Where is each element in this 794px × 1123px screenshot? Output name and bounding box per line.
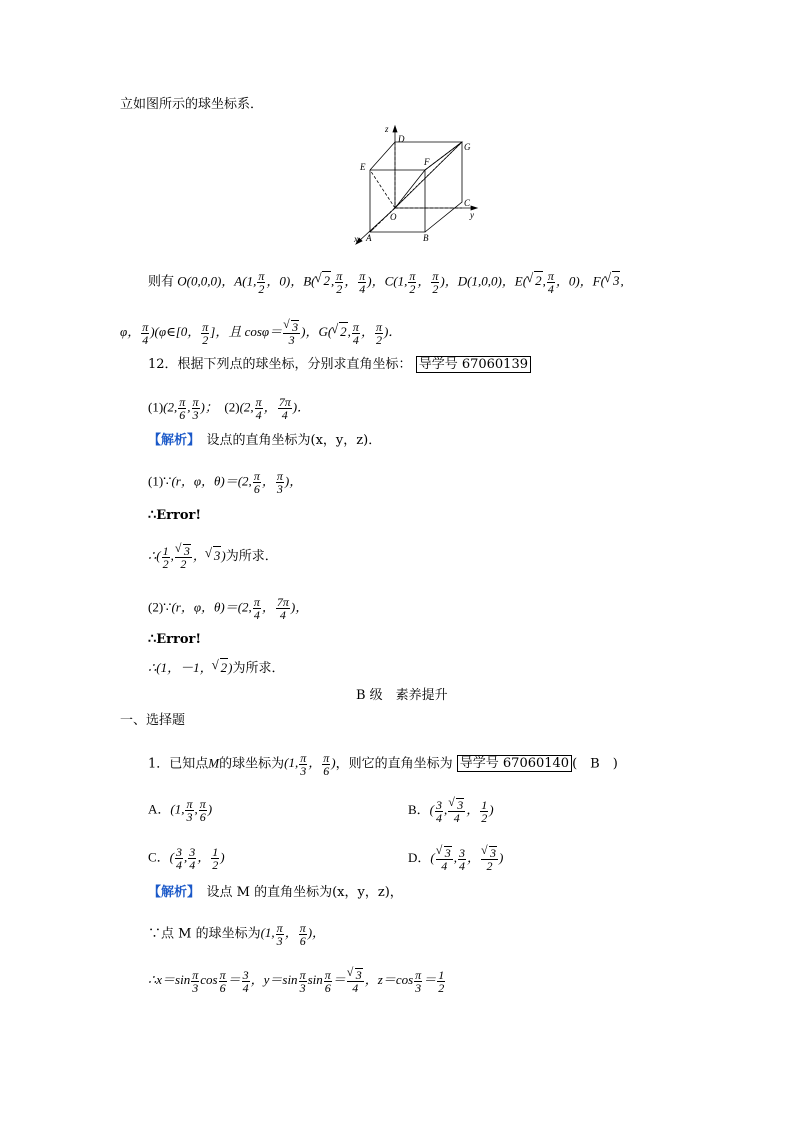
option-d: D．( √ $\frac{3}{4}$ , $\frac{3}{4}$ ， √ $\frac{3}{2}$ ) bbox=[408, 846, 503, 872]
sol-answer-1: ∴( $\frac{1}{2}$ , √ $\frac{3}{2}$ ，√ 3)为所求． bbox=[148, 544, 278, 570]
label-A: A bbox=[366, 233, 372, 243]
cube-figure bbox=[350, 120, 490, 250]
label-G: G bbox=[464, 142, 471, 152]
result-line-2: φ， $\frac{\pi}{4}$ )(φ∈[0， $\frac{\pi}{2}$ ]，且 cosφ＝ √ $\frac{3}{3}$ )，G(√ 2, $\frac{\pi}{4}$ ， $\frac{\pi}{2}$ )． bbox=[120, 320, 401, 346]
label-B: B bbox=[423, 233, 429, 243]
solution-2-heading: 【解析】 设点 M 的直角坐标为(x，y，z)， bbox=[148, 885, 403, 900]
section-choice-heading: 一、选择题 bbox=[120, 713, 186, 728]
label-O: O bbox=[390, 212, 397, 222]
sol-step-1: (1)∵(r，φ，θ)＝(2, $\frac{\pi}{6}$ ， $\frac{\pi}{3}$ )， bbox=[148, 469, 303, 496]
label-z: z bbox=[385, 124, 389, 134]
q12-points: (1)(2, $\frac{\pi}{6}$ , $\frac{\pi}{3}$ )； (2)(2, $\frac{\pi}{4}$ ， $\frac{7\pi}{4}$ )． bbox=[148, 395, 311, 422]
option-a: A．(1, $\frac{\pi}{3}$ , $\frac{\pi}{6}$ ) bbox=[148, 797, 213, 824]
error-1: ∴Error! bbox=[148, 508, 202, 523]
result-line-1: 则有 O(0,0,0)，A(1, $\frac{\pi}{2}$ ，0)，B(√ 2, $\frac{\pi}{2}$ ， $\frac{\pi}{4}$ )，C(1, $\frac{\pi}{2}$ ， $\frac{\pi}{2}$ )，D(1,0,0)，E(√ 2, $\frac{\pi}{4}$ ，0)，F(√ 3, bbox=[148, 270, 624, 295]
section-b-heading: B 级 素养提升 bbox=[356, 688, 448, 703]
q1-code: 导学号 67060140 bbox=[457, 755, 572, 772]
option-b: B．( $\frac{3}{4}$ , √ $\frac{3}{4}$ ， $\frac{1}{2}$ ) bbox=[408, 798, 494, 824]
label-x: x bbox=[354, 234, 358, 244]
question-12: 12．根据下列点的球坐标，分别求直角坐标： 导学号 67060139 bbox=[148, 356, 531, 374]
sol-answer-2: ∴(1，－1，√ 2)为所求． bbox=[148, 658, 284, 677]
q12-code: 导学号 67060139 bbox=[416, 356, 531, 373]
option-c: C．( $\frac{3}{4}$ , $\frac{3}{4}$ ， $\frac{1}{2}$ ) bbox=[148, 845, 225, 872]
label-C: C bbox=[464, 198, 471, 208]
q1-answer: B bbox=[590, 756, 600, 772]
label-D: D bbox=[398, 134, 405, 144]
sol2-given: ∵点 M 的球坐标为(1, $\frac{\pi}{3}$ ， $\frac{\pi}{6}$ )， bbox=[148, 921, 326, 948]
label-F: F bbox=[424, 157, 430, 167]
label-y: y bbox=[470, 210, 474, 220]
intro-text: 立如图所示的球坐标系． bbox=[120, 97, 264, 112]
sol2-computation: ∴x＝sin $\frac{\pi}{3}$ cos $\frac{\pi}{6}$ ＝ $\frac{3}{4}$ ，y＝sin $\frac{\pi}{3}$ sin $\frac{\pi}{6}$ ＝ √ $\frac{3}{4}$ ，z＝cos $\frac{\pi}{3}$ ＝ $\frac{1}{2}$ bbox=[148, 968, 446, 994]
question-1: 1．已知点M的球坐标为(1, $\frac{\pi}{3}$ ， $\frac{\pi}{6}$ )，则它的直角坐标为 导学号 67060140 ( B ) bbox=[148, 751, 618, 778]
sol-step-2: (2)∵(r，φ，θ)＝(2, $\frac{\pi}{4}$ ， $\frac{7\pi}{4}$ )， bbox=[148, 595, 309, 622]
error-2: ∴Error! bbox=[148, 632, 202, 647]
label-E: E bbox=[360, 162, 366, 172]
solution-1-heading: 【解析】 设点的直角坐标为(x，y，z)． bbox=[148, 433, 382, 448]
